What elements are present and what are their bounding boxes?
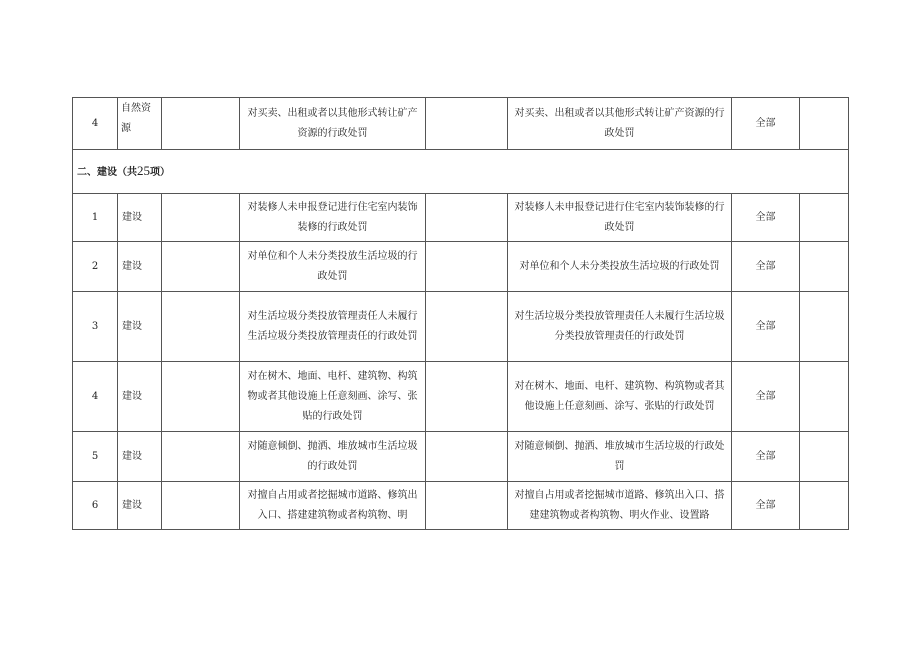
item-name-cell: 对随意倾倒、抛洒、堆放城市生活垃圾 的行政处罚 xyxy=(240,432,426,482)
blank-cell xyxy=(162,98,240,150)
table-row xyxy=(73,98,849,150)
blank-cell xyxy=(426,242,508,292)
row-number: 4 xyxy=(73,98,118,150)
row-category: 自然资源 xyxy=(118,98,162,150)
blank-cell xyxy=(162,292,240,362)
blank-cell xyxy=(162,194,240,242)
row-category: 建设 xyxy=(118,194,162,242)
table-row xyxy=(73,242,849,292)
item-basis-cell: 对擅自占用或者挖掘城市道路、修筑出入口、搭 建建筑物或者构筑物、明火作业、设置路 xyxy=(508,482,732,530)
item-name-cell: 对买卖、出租或者以其他形式转让矿产 资源的行政处罚 xyxy=(240,98,426,150)
table-row xyxy=(73,482,849,530)
table-row xyxy=(73,292,849,362)
items-table xyxy=(72,97,849,530)
blank-cell xyxy=(162,482,240,530)
table-row xyxy=(73,362,849,432)
item-basis-cell: 对在树木、地面、电杆、建筑物、构筑物或者其 他设施上任意刻画、涂写、张贴的行政处罚 xyxy=(508,362,732,432)
blank-cell xyxy=(426,432,508,482)
blank-cell xyxy=(162,242,240,292)
table-row xyxy=(73,194,849,242)
blank-cell xyxy=(162,362,240,432)
blank-cell xyxy=(426,194,508,242)
table-row xyxy=(73,432,849,482)
blank-cell xyxy=(800,482,849,530)
blank-cell xyxy=(162,432,240,482)
row-number: 3 xyxy=(73,292,118,362)
row-scope: 全部 xyxy=(732,362,800,432)
section-heading-row xyxy=(73,150,849,194)
item-basis-cell: 对买卖、出租或者以其他形式转让矿产资源的行 政处罚 xyxy=(508,98,732,150)
blank-cell xyxy=(426,482,508,530)
blank-cell xyxy=(800,292,849,362)
item-basis-cell: 对单位和个人未分类投放生活垃圾的行政处罚 xyxy=(508,242,732,292)
row-scope: 全部 xyxy=(732,242,800,292)
blank-cell xyxy=(426,98,508,150)
row-number: 5 xyxy=(73,432,118,482)
blank-cell xyxy=(426,362,508,432)
row-number: 1 xyxy=(73,194,118,242)
blank-cell xyxy=(426,292,508,362)
blank-cell xyxy=(800,98,849,150)
row-scope: 全部 xyxy=(732,432,800,482)
blank-cell xyxy=(800,194,849,242)
section-title: 二、建设（共25项） xyxy=(73,150,849,194)
row-category: 建设 xyxy=(118,242,162,292)
item-name-cell: 对单位和个人未分类投放生活垃圾的行 政处罚 xyxy=(240,242,426,292)
item-basis-cell: 对生活垃圾分类投放管理责任人未履行生活垃圾 分类投放管理责任的行政处罚 xyxy=(508,292,732,362)
row-category: 建设 xyxy=(118,362,162,432)
item-name-cell: 对在树木、地面、电杆、建筑物、构筑 物或者其他设施上任意刻画、涂写、张 贴的行政处罚 xyxy=(240,362,426,432)
row-scope: 全部 xyxy=(732,194,800,242)
row-category: 建设 xyxy=(118,432,162,482)
row-scope: 全部 xyxy=(732,482,800,530)
row-category: 建设 xyxy=(118,292,162,362)
row-number: 2 xyxy=(73,242,118,292)
blank-cell xyxy=(800,242,849,292)
blank-cell xyxy=(800,362,849,432)
item-name-cell: 对装修人未申报登记进行住宅室内装饰 装修的行政处罚 xyxy=(240,194,426,242)
row-category: 建设 xyxy=(118,482,162,530)
row-number: 6 xyxy=(73,482,118,530)
blank-cell xyxy=(800,432,849,482)
item-basis-cell: 对装修人未申报登记进行住宅室内装饰装修的行 政处罚 xyxy=(508,194,732,242)
item-basis-cell: 对随意倾倒、抛洒、堆放城市生活垃圾的行政处 罚 xyxy=(508,432,732,482)
item-name-cell: 对擅自占用或者挖掘城市道路、修筑出 入口、搭建建筑物或者构筑物、明 xyxy=(240,482,426,530)
row-scope: 全部 xyxy=(732,292,800,362)
row-scope: 全部 xyxy=(732,98,800,150)
item-name-cell: 对生活垃圾分类投放管理责任人未履行 生活垃圾分类投放管理责任的行政处罚 xyxy=(240,292,426,362)
row-number: 4 xyxy=(73,362,118,432)
